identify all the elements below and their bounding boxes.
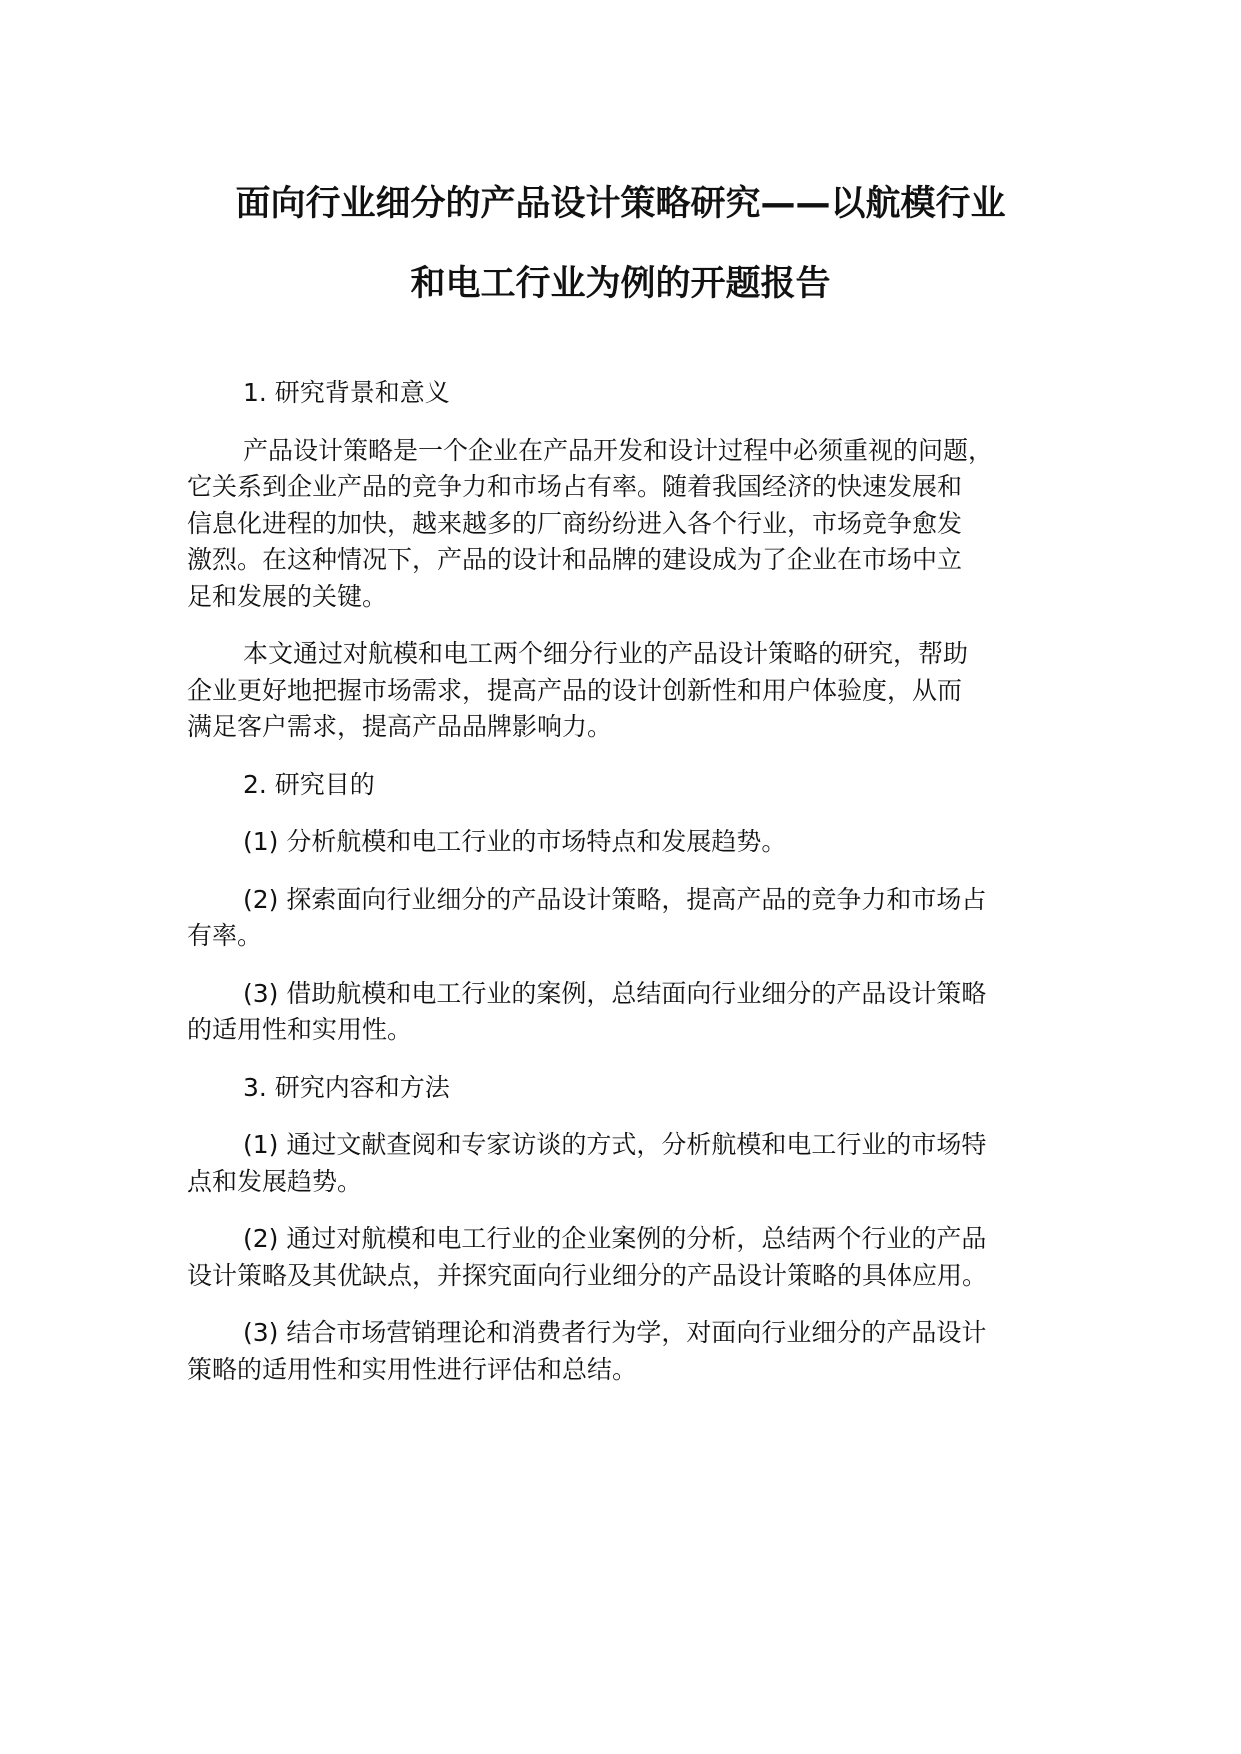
numbered-item	[187, 1221, 1087, 1294]
paragraph	[187, 636, 1087, 746]
text-line: (1) 分析航模和电工行业的市场特点和发展趋势。	[243, 827, 787, 856]
section-heading	[187, 1070, 1087, 1107]
numbered-item	[187, 976, 1087, 1049]
section-heading	[187, 767, 1087, 804]
document-title-line-1: 面向行业细分的产品设计策略研究——以航模行业	[235, 184, 1006, 224]
text-line: 点和发展趋势。	[187, 1166, 363, 1196]
text-line: 本文通过对航模和电工两个细分行业的产品设计策略的研究，帮助	[243, 639, 969, 668]
section-heading	[187, 375, 1087, 412]
text-line: (2) 通过对航模和电工行业的企业案例的分析，总结两个行业的产品	[243, 1224, 987, 1253]
document-body	[187, 375, 1087, 1409]
text-line: 激烈。在这种情况下，产品的设计和品牌的建设成为了企业在市场中立	[187, 545, 963, 574]
text-line: 3. 研究内容和方法	[243, 1072, 450, 1102]
text-line: (1) 通过文献查阅和专家访谈的方式，分析航模和电工行业的市场特	[243, 1130, 987, 1159]
text-line: 的适用性和实用性。	[187, 1015, 413, 1044]
paragraph	[187, 433, 1087, 616]
text-line: 1. 研究背景和意义	[243, 378, 450, 407]
text-line: 2. 研究目的	[243, 769, 375, 799]
text-line: 它关系到企业产品的竞争力和市场占有率。随着我国经济的快速发展和	[187, 472, 963, 501]
numbered-item	[187, 882, 1087, 955]
text-line: (3) 借助航模和电工行业的案例，总结面向行业细分的产品设计策略	[243, 978, 987, 1008]
text-line: (3) 结合市场营销理论和消费者行为学，对面向行业细分的产品设计	[243, 1318, 987, 1347]
numbered-item	[187, 824, 1087, 861]
text-line: 满足客户需求，提高产品品牌影响力。	[187, 712, 613, 741]
text-line: 有率。	[187, 921, 263, 950]
numbered-item	[187, 1127, 1087, 1200]
text-line: 信息化进程的加快，越来越多的厂商纷纷进入各个行业，市场竞争愈发	[187, 508, 963, 538]
text-line: 设计策略及其优缺点，并探究面向行业细分的产品设计策略的具体应用。	[187, 1260, 988, 1290]
text-line: 企业更好地把握市场需求，提高产品的设计创新性和用户体验度，从而	[187, 675, 963, 705]
text-line: 产品设计策略是一个企业在产品开发和设计过程中必须重视的问题，	[243, 435, 994, 465]
text-line: 策略的适用性和实用性进行评估和总结。	[187, 1354, 638, 1384]
numbered-item	[187, 1315, 1087, 1388]
document-title-line-2: 和电工行业为例的开题报告	[410, 264, 831, 304]
text-line: 足和发展的关键。	[187, 581, 388, 611]
text-line: (2) 探索面向行业细分的产品设计策略，提高产品的竞争力和市场占	[243, 884, 987, 914]
